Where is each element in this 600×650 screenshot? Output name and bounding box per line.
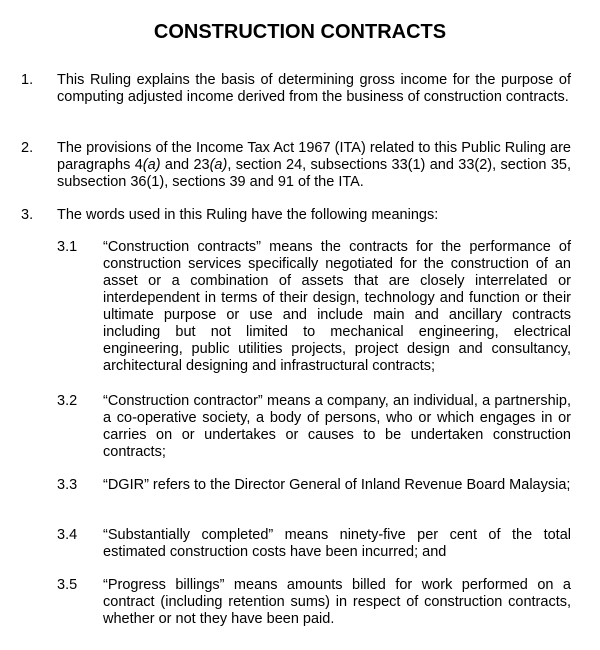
definition-text: “Progress billings” means amounts billed for work performed on a contract (including retention sums) in respect of construction contracts, whether or not they have been paid. (103, 577, 571, 627)
definition-text: “DGIR” refers to the Director General of Inland Revenue Board Malaysia; (103, 477, 571, 493)
paragraph-text-part: The provisions of the Income Tax Act 1967 (ITA) related to this Public Ruling are paragraphs 4 (57, 140, 571, 173)
paragraph-number: 2. (21, 140, 34, 156)
paragraph-number: 1. (21, 72, 34, 88)
paragraph-italic-part: (a) (209, 157, 228, 173)
definition-number: 3.4 (57, 527, 78, 543)
definition-text: “Construction contracts” means the contracts for the performance of construction services specifically negotiated for the construction of an asset or a combination of assets that are closely interrelated or interdependent in terms of their design, technology and function or their ultimate purpose or use and include main and ancillary contracts including but not limited to mechanical engineering, electrical engineering, public utilities projects, project design and consultancy, architectural designing and infrastructural contracts; (103, 239, 571, 374)
definition-text: “Construction contractor” means a company, an individual, a partnership, a co-operative society, a body of persons, who or which engages in or carries on or undertakes or causes to be undertaken construction contracts; (103, 393, 571, 460)
paragraph-text-part: and 23 (160, 157, 210, 173)
paragraph-italic-part: (a) (142, 157, 161, 173)
definition-number: 3.2 (57, 393, 78, 409)
page-title: CONSTRUCTION CONTRACTS (153, 21, 447, 43)
paragraph-text: This Ruling explains the basis of determining gross income for the purpose of computing adjusted income derived from the business of construction contracts. (57, 72, 571, 105)
paragraph-text (57, 140, 571, 191)
definition-text: “Substantially completed” means ninety-five per cent of the total estimated construction costs have been incurred; and (103, 527, 571, 560)
definition-number: 3.1 (57, 239, 78, 255)
paragraph-number: 3. (21, 207, 34, 223)
paragraph-text: The words used in this Ruling have the following meanings: (57, 207, 439, 223)
definition-number: 3.5 (57, 577, 78, 593)
definition-number: 3.3 (57, 477, 78, 493)
paragraph-text-part: , section 24, subsections 33(1) and 33(2), section 35, subsection 36(1), sections 39 and 91 of the ITA. (57, 157, 571, 190)
